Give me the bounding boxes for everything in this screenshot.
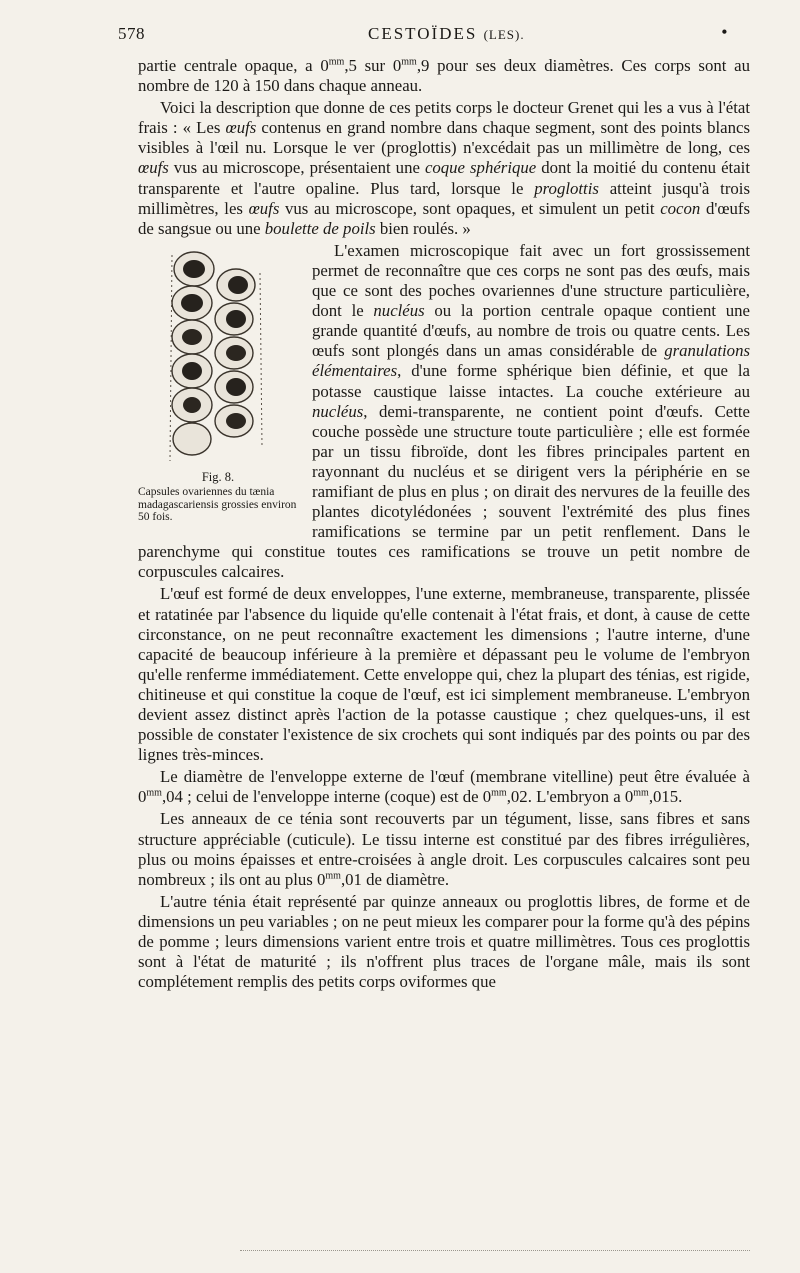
capsule-column-right (215, 269, 255, 437)
paragraph-grenet-quote: Voici la description que donne de ces petits corps le docteur Grenet qui les a vus à l'état frais : « Les œufs contenus en grand nombre dans chaque segment, sont des points blancs visibles à l'œil nu. Lorsque le ver (proglottis) n'excédait pas un millimètre de long, ces œufs vus au microscope, présentaient une coque sphérique dont la moitié du contenu était transparente et l'autre opaline. Plus tard, lorsque le proglottis atteint jusqu'à trois millimètres, les œufs vus au microscope, sont opaques, et simulent un petit cocon d'œufs de sangsue ou une boulette de poils bien roulés. » (138, 98, 751, 238)
figure-8 (138, 245, 298, 524)
paragraph-other-taenia: L'autre ténia était représenté par quinze anneaux ou proglottis libres, de forme et de dimensions un peu variables ; on ne peut mieux les comparer pour la forme qu'à des pépins de pomme ; leurs dimensions varient entre trois et quatre millimètres. Tous ces proglottis sont à l'état de maturité ; ils n'offrent plus traces de l'organe mâle, mais ils sont complétement remplis des petits corps oviformes que (138, 891, 750, 992)
figure-label: Fig. 8. (201, 469, 235, 484)
bottom-bleed-line (240, 1250, 750, 1252)
figure-caption: Capsules ovariennes du tænia madagascariensis grossies environ 50 fois. (138, 486, 297, 524)
running-title-suffix: (LES). (483, 27, 525, 42)
ovarian-capsules-illustration (164, 251, 268, 469)
running-header (118, 24, 760, 50)
paragraph-rings-tegument: Les anneaux de ce ténia sont recouverts par un tégument, lisse, sans fibres et sans structure appréciable (cuticule). Le tissu interne est constitué par des fibres irrégulières, plus ou moins épaisses et entre-croisées à angle droit. Les corpuscules calcaires sont peu nombreux ; ils ont au plus $0^{mm},01$ de diamètre. (138, 809, 750, 889)
header-mark: • (721, 22, 728, 42)
main-text (138, 56, 750, 994)
page-number: 578 (118, 24, 145, 43)
capsule-column-left (172, 252, 214, 455)
running-title (368, 24, 525, 44)
paragraph-egg-envelopes: L'œuf est formé de deux enveloppes, l'une externe, membraneuse, transparente, plissée et ratatinée par l'absence du liquide qu'elle contenait à l'état frais, et dont, à cause de cette circonstance, on ne peut reconnaître exactement les dimensions ; l'autre interne, d'une capacité de beaucoup inférieure à la première et dépassant peu le volume de l'embryon qu'elle renferme immédiatement. Cette enveloppe qui, chez la plupart des ténias, est rigide, chitineuse et qui constitue la coque de l'œuf, est ici simplement membraneuse. L'embryon devient assez distinct après l'action de la potasse caustique ; chez quelques-uns, il est possible de constater l'existence de six crochets qui sont indiqués par des points ou par des lignes très-minces. (138, 584, 750, 765)
paragraph-microscopic-exam: L'examen microscopique fait avec un fort grossissement permet de reconnaître que ces corps ne sont pas des œufs, mais que ce sont des poches ovariennes d'une structure particulière, dont le nucléus ou la portion centrale opaque contient une grande quantité d'œufs, au nombre de trois ou quatre cents. Les œufs sont plongés dans un amas considérable de granulations élémentaires, d'une forme sphérique bien définie, et que la potasse caustique laisse intactes. La couche extérieure au nucléus, demi-transparente, ne contient point d'œufs. Cette couche possède une structure toute particulière ; elle est formée par un tissu fibroïde, dont les fibres principales partent en rayonnant du nucléus et se dirigent vers la périphérie en se ramifiant de plus en plus ; on dirait des nervures de la feuille des plantes dicotylédonées ; souvent l'extrémité des plus fines ramifications se termine par un petit renflement. Dans le parenchyme qui constitue toutes ces ramifications se trouve un petit nombre de corpuscules calcaires. (138, 240, 750, 582)
paragraph-diameters: Le diamètre de l'enveloppe externe de l'œuf (membrane vitelline) peut être évaluée à $0^{mm},04$ ; celui de l'enveloppe interne (coque) est de $0^{mm},02$. L'embryon a $0^{mm},015$. (138, 767, 750, 807)
running-title-main: CESTOÏDES (368, 24, 478, 43)
paragraph-continued: partie centrale opaque, a $0^{mm},5$ sur $0^{mm},9$ pour ses deux diamètres. Ces corps sont au nombre de 120 à 150 dans chaque anneau. (138, 56, 750, 96)
